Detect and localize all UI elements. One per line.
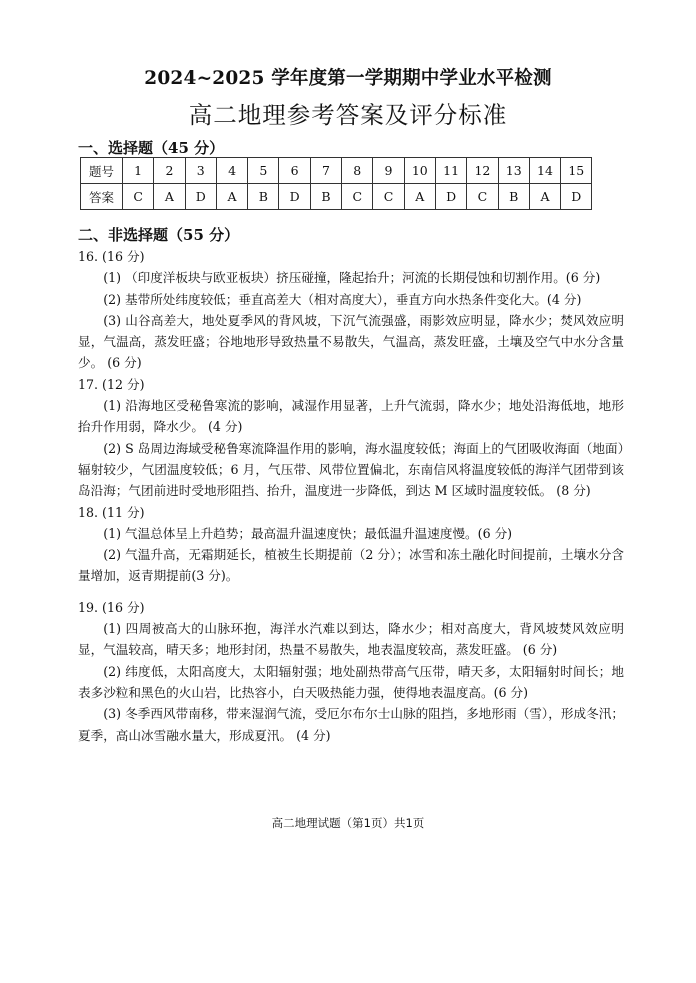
question-17-part-2: (2) S 岛周边海域受秘鲁寒流降温作用的影响，海水温度较低；海面上的气团吸收海面（地面）辐射较少，气团温度较低；6 月，气压带、风带位置偏北，东南信风将温度较低的海洋气团带到该岛沿海；气团前进时受地形阻挡、抬升，温度进一步降低，到达 M 区域时温度较低。 (8 分) <box>78 440 624 499</box>
answer-cell: B <box>310 184 341 210</box>
answer-cell: D <box>435 184 466 210</box>
answer-cell: C <box>123 184 154 210</box>
row-label-question-number: 题号 <box>81 158 123 184</box>
question-16-part-2: (2) 基带所处纬度较低；垂直高差大（相对高度大），垂直方向水热条件变化大。(4 分) <box>103 291 582 307</box>
answer-row <box>81 184 592 210</box>
question-17-title: 17. (12 分) <box>78 376 145 392</box>
question-19-title: 19. (16 分) <box>78 599 145 615</box>
answer-cell: A <box>154 184 185 210</box>
question-number-cell: 3 <box>185 158 216 184</box>
question-number-cell: 9 <box>373 158 404 184</box>
question-number-cell: 6 <box>279 158 310 184</box>
spacer <box>78 587 624 597</box>
question-19-part-1: (1) 四周被高大的山脉环抱，海洋水汽难以到达，降水少；相对高度大，背风坡焚风效应明显，气温较高，晴天多；地形封闭，热量不易散失，地表温度较高，蒸发旺盛。 (6 分) <box>78 621 624 658</box>
question-16-title: 16. (16 分) <box>78 249 145 264</box>
question-number-cell: 5 <box>248 158 279 184</box>
answer-cell: C <box>373 184 404 210</box>
section-heading-multiple-choice: 一、选择题（45 分） <box>78 139 225 157</box>
question-number-cell: 2 <box>154 158 185 184</box>
question-number-cell: 4 <box>216 158 247 184</box>
question-number-cell: 12 <box>467 158 498 184</box>
answer-cell: B <box>248 184 279 210</box>
question-18-part-1: (1) 气温总体呈上升趋势；最高温升温速度快；最低温升温速度慢。(6 分) <box>103 525 513 541</box>
question-number-cell: 13 <box>498 158 529 184</box>
question-number-cell: 15 <box>561 158 592 184</box>
answer-cell: A <box>529 184 560 210</box>
question-number-cell: 10 <box>404 158 435 184</box>
document-subtitle: 高二地理参考答案及评分标准 <box>188 101 508 129</box>
question-number-cell: 11 <box>435 158 466 184</box>
answer-cell: A <box>404 184 435 210</box>
question-number-cell: 14 <box>529 158 560 184</box>
question-number-cell: 1 <box>123 158 154 184</box>
section-heading-free-response: 二、非选择题（55 分） <box>78 226 240 244</box>
question-number-cell: 7 <box>310 158 341 184</box>
answer-cell: D <box>561 184 592 210</box>
question-number-row <box>81 158 592 184</box>
question-17-part-1: (1) 沿海地区受秘鲁寒流的影响，减湿作用显著，上升气流弱，降水少；地处沿海低地，地形抬升作用弱，降水少。 (4 分) <box>78 398 624 435</box>
question-18-part-2: (2) 气温升高，无霜期延长，植被生长期提前（2 分）；冰雪和冻土融化时间提前，土壤水分含量增加，返青期提前(3 分)。 <box>78 547 624 584</box>
answer-cell: B <box>498 184 529 210</box>
page-footer: 高二地理试题（第1页）共1页 <box>271 816 425 830</box>
question-16-part-1: (1) （印度洋板块与欧亚板块）挤压碰撞，隆起抬升；河流的长期侵蚀和切割作用。(6 分) <box>103 270 601 286</box>
answer-table <box>80 157 592 210</box>
question-number-cell: 8 <box>342 158 373 184</box>
question-16-part-3: (3) 山谷高差大，地处夏季风的背风坡，下沉气流强盛，雨影效应明显，降水少；焚风效应明显，气温高，蒸发旺盛；谷地地形导致热量不易散失，气温高，蒸发旺盛，土壤及空气中水分含量少。 (6 分) <box>78 312 624 371</box>
answer-cell: C <box>467 184 498 210</box>
exam-title: 2024~2025 学年度第一学期期中学业水平检测 <box>144 68 552 89</box>
free-response-answers <box>78 246 624 746</box>
question-19-part-3: (3) 冬季西风带南移，带来湿润气流，受厄尔布尔士山脉的阻挡，多地形雨（雪），形成冬汛；夏季，高山冰雪融水量大，形成夏汛。 (4 分) <box>78 706 624 743</box>
question-19-part-2: (2) 纬度低，太阳高度大，太阳辐射强；地处副热带高气压带，晴天多，太阳辐射时间长；地表多沙粒和黑色的火山岩，比热容小，白天吸热能力强，使得地表温度高。(6 分) <box>78 663 624 700</box>
question-18-title: 18. (11 分) <box>78 504 145 520</box>
answer-cell: C <box>342 184 373 210</box>
answer-cell: D <box>185 184 216 210</box>
answer-cell: A <box>216 184 247 210</box>
row-label-answer: 答案 <box>81 184 123 210</box>
answer-cell: D <box>279 184 310 210</box>
